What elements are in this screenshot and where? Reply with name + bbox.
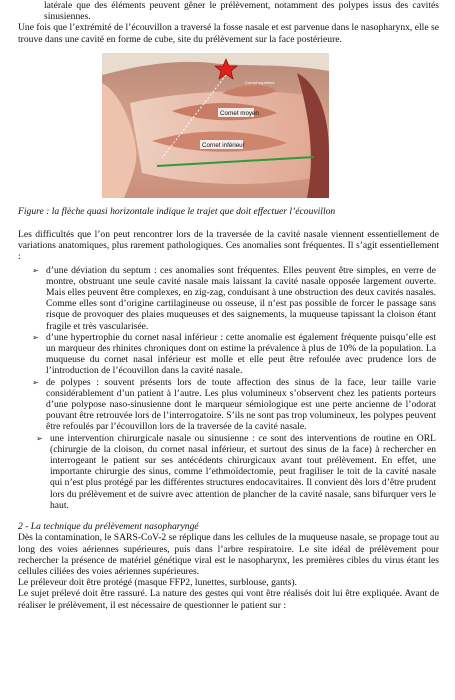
- list-item: ➢ une intervention chirurgicale nasale ou sinusienne : ce sont des interventions de routine en ORL (chirurgie de la cloison, du cornet nasal inférieur, et surtout des sinus de la face) à rechercher en interrogeant le patient sur ses antécédents chirurgicaux avant tout prélèvement. En effet, une importante chirurgie des sinus, comme l’ethmoïdectomie, peut fragiliser le toit de la cavité nasale qui n’est plus protégé par les différentes structures endocavitaires. Il convient dès lors d’être prudent lors du prélèvement et de suivre avec attention de plancher de la cavité nasale, sans bifurquer vers le haut.: [36, 432, 436, 511]
- list-item: ➢ de polypes : souvent présents lors de toute affection des sinus de la face, leur taille varie considérablement d’un patient à l’autre. Les plus volumineux s’observent chez les patients porteurs d’une polypose naso-sinusienne dont le marqueur sémiologique est une perte ancienne de l’odorat pouvant être retrouvée lors de l’interrogatoire. S’ils ne sont pas trop volumineux, les polypes peuvent être refoulés par l’écouvillon lors de la traversée de la cavité nasale.: [32, 376, 436, 433]
- figure-caption: Figure : la flèche quasi horizontale indique le trajet que doit effectuer l’écouvillon: [18, 205, 336, 217]
- anomalies-list: [18, 265, 439, 511]
- list-item: ➢ d’une déviation du septum : ces anomalies sont fréquentes. Elles peuvent être simples, en verre de montre, obstruant une seule cavité nasale mais laissant la cavité nasale opposée largement ouverte. Mais elles peuvent être complexes, en zig-zag, conduisant à une obstruction des deux cavités nasales. Comme elles sont d’origine cartilagineuse ou osseuse, il n’est pas possible de forcer le passage sans risque de provoquer des plaies muqueuses et des saignements, la muqueuse tapissant la cloison étant fragile et très vascularisée.: [32, 264, 436, 332]
- arrow-bullet-icon: ➢: [32, 265, 39, 275]
- arrow-bullet-icon: ➢: [32, 332, 39, 342]
- label-inferior-turbinate: Cornet inférieur: [202, 141, 245, 149]
- paragraph-contamination: Dès la contamination, le SARS-CoV-2 se réplique dans les cellules de la muqueuse nasale, se propage tout au long des voies aériennes supérieures, puis dans l’arbre respiratoire. Le site idéal de prélèvement pour rechercher la présence de matériel génétique viral est le nasopharynx, les premières cibles du virus étant les cellules ciliées des voies aériennes supérieures.: [18, 532, 439, 577]
- label-middle-turbinate: Cornet moyen: [220, 109, 259, 117]
- arrow-bullet-icon: ➢: [36, 433, 43, 443]
- label-superior-turbinate: Cornet supérieur: [245, 79, 275, 85]
- paragraph-difficulties: Les difficultés que l’on peut rencontrer lors de la traversée de la cavité nasale viennent essentiellement de variations anatomiques, plus rarement pathologiques. Ces anomalies sont fréquentes. Il s’agit essentiellement :: [18, 229, 439, 263]
- section-technique: [18, 521, 439, 611]
- section-title: 2 - La technique du prélèvement nasopharyngé: [18, 521, 199, 533]
- anatomy-figure: [102, 53, 329, 198]
- list-item: ➢ d’une hypertrophie du cornet nasal inférieur : cette anomalie est également fréquente puisqu’elle est un marqueur des rhinites chroniques dont on estime la prévalence à plus de 10% de la population. La muqueuse du cornet nasal inférieur est molle et elle peut être refoulée avec prudence lors de l’introduction de l’écouvillon dans la cavité nasale.: [32, 331, 436, 377]
- nasal-cavity-illustration: [102, 53, 329, 198]
- paragraph-swab-position: Une fois que l’extrémité de l’écouvillon a traversé la fosse nasale et est parvenue dans le nasopharynx, elle se trouve dans une cavité en forme de cube, site du prélèvement sur la face postérieure.: [18, 22, 439, 45]
- top-paragraph: latérale que des éléments peuvent gêner le prélèvement, notamment des polypes issus des cavités sinusiennes.: [44, 0, 439, 23]
- arrow-bullet-icon: ➢: [32, 377, 39, 387]
- paragraph-patient: Le sujet prélevé doit être rassuré. La nature des gestes qui vont être réalisés doit lui être expliquée. Avant de réaliser le prélèvement, il est nécessaire de questionner le patient sur :: [18, 588, 439, 611]
- paragraph-protection: Le préleveur doit être protégé (masque FFP2, lunettes, surblouse, gants).: [18, 577, 297, 589]
